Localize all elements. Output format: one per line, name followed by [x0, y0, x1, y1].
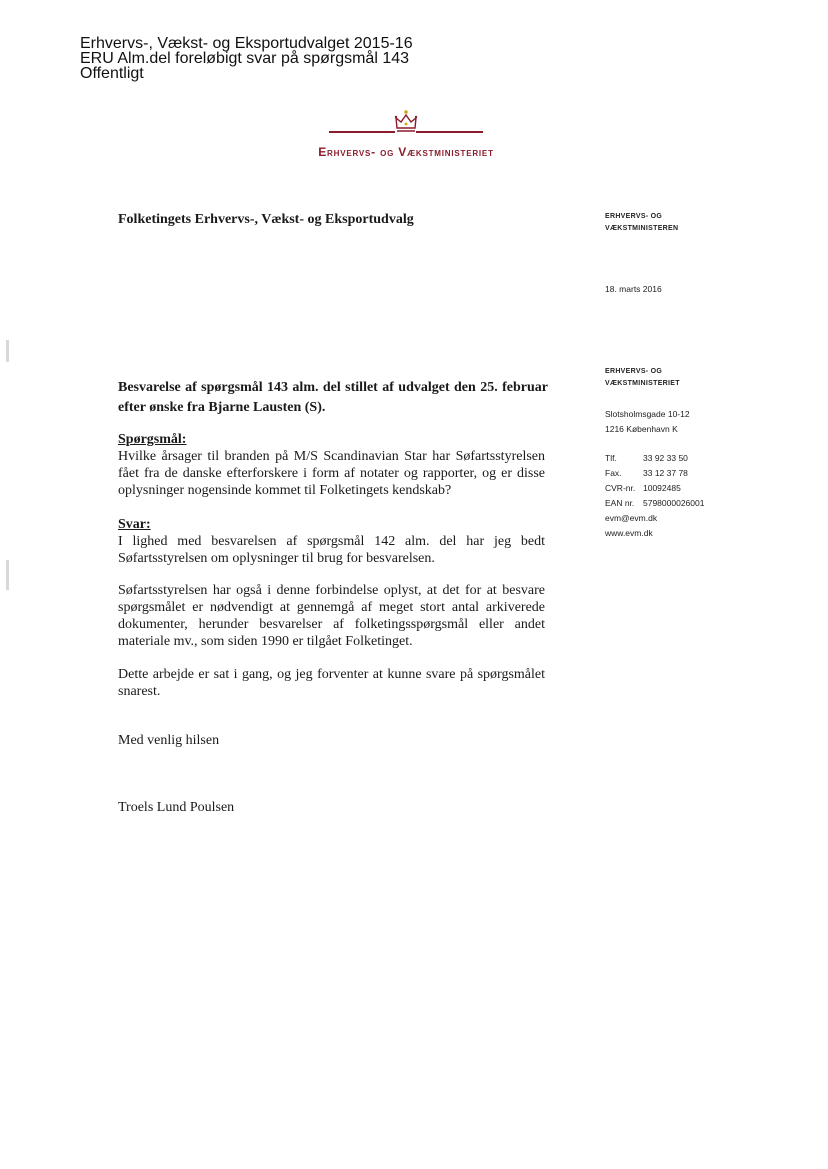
sender-organization: [605, 366, 680, 390]
organization-line1: ERHVERVS- OG: [605, 368, 663, 375]
document-stamp: [80, 36, 413, 81]
cvr-value: 10092485: [643, 483, 681, 493]
contact-row: [605, 451, 704, 466]
question-section: [118, 431, 545, 499]
contact-row: [605, 466, 704, 481]
organization-line2: VÆKSTMINISTERIET: [605, 380, 680, 387]
recipient: Folketingets Erhvervs-, Vækst- og Eksportudvalg: [118, 212, 414, 227]
sender-title: [605, 211, 678, 235]
question-heading: Spørgsmål:: [118, 432, 187, 447]
email-link[interactable]: evm@evm.dk: [605, 513, 658, 523]
closing: Med venlig hilsen: [118, 733, 220, 748]
answer-paragraph-1: I lighed med besvarelsen af spørgsmål 142 alm. del har jeg bedt Søfartsstyrelsen om oplysninger til brug for besvarelsen.: [118, 534, 545, 566]
ean-value: 5798000026001: [643, 498, 705, 508]
answer-section: [118, 516, 545, 567]
address-street: Slotsholmsgade 10-12: [605, 409, 690, 419]
fax-value: 33 12 37 78: [643, 468, 688, 478]
ministry-name: Erhvervs- og Vækstministeriet: [318, 145, 494, 159]
ean-label: EAN nr.: [605, 498, 635, 508]
answer-paragraph-2: Søfartsstyrelsen har også i denne forbindelse oplyst, at det for at besvare spørgsmålet er nødvendigt at gennemgå af meget stort antal arkiverede dokumenter, herunder besvarelser af folketingsspørgsmål eller andet materiale mv., som siden 1990 er tilgået Folketinget.: [118, 583, 545, 649]
answer-heading: Svar:: [118, 517, 151, 532]
contact-block: [605, 451, 704, 541]
address-city: 1216 København K: [605, 424, 678, 434]
address-block: [605, 407, 690, 437]
scan-margin-mark: [6, 340, 9, 362]
website-link[interactable]: www.evm.dk: [605, 528, 653, 538]
header-rule-left: [329, 131, 395, 133]
sender-title-line2: VÆKSTMINISTEREN: [605, 225, 679, 232]
cvr-label: CVR-nr.: [605, 483, 636, 493]
phone-value: 33 92 33 50: [643, 453, 688, 463]
question-text: Hvilke årsager til branden på M/S Scandinavian Star har Søfartsstyrelsen fået fra de danske efterforskere i form af notater og rapporter, og er disse oplysninger nogensinde kommet til Folketingets kendskab?: [118, 449, 545, 498]
letter-date: 18. marts 2016: [605, 284, 662, 294]
header-rule-right: [416, 131, 483, 133]
letter-subject: Besvarelse af spørgsmål 143 alm. del stillet af udvalget den 25. februar efter ønske fra Bjarne Lausten (S).: [118, 380, 548, 415]
sender-title-line1: ERHVERVS- OG: [605, 213, 663, 220]
signature: Troels Lund Poulsen: [118, 800, 235, 815]
stamp-status: Offentligt: [80, 65, 144, 82]
contact-row: [605, 496, 704, 511]
answer-paragraph-3: Dette arbejde er sat i gang, og jeg forventer at kunne svare på spørgsmålet snarest.: [118, 667, 545, 699]
phone-label: Tlf.: [605, 453, 617, 463]
stamp-committee: Erhvervs-, Vækst- og Eksportudvalget 2015-16: [80, 35, 413, 52]
fax-label: Fax.: [605, 468, 622, 478]
contact-row: [605, 481, 704, 496]
scan-margin-mark: [6, 560, 9, 590]
stamp-reference: ERU Alm.del foreløbigt svar på spørgsmål 143: [80, 50, 410, 67]
